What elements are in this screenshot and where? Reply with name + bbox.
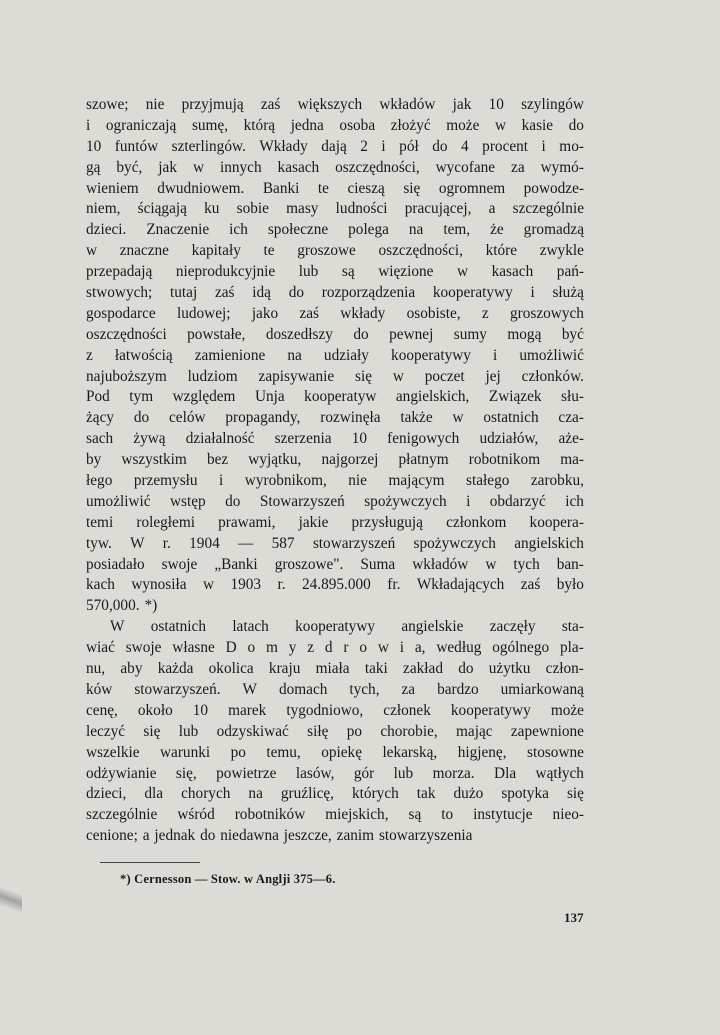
text-line: wieniem dwudniowem. Banki te cieszą się ogromnem powodze- — [86, 179, 584, 197]
text-line: i ograniczają sumę, którą jedna osoba złożyć może w kasie do — [86, 116, 584, 134]
text-line: cenę, około 10 marek tygodniowo, członek kooperatywy może — [86, 701, 584, 719]
text-line: tyw. W r. 1904 — 587 stowarzyszeń spożywczych angielskich — [86, 534, 584, 552]
text-line: temi roległemi prawami, jakie przysługują członkom koopera- — [86, 513, 584, 531]
text-line: żący do celów propagandy, rozwinęła także w ostatnich cza- — [86, 409, 584, 427]
text-line: oszczędności powstałe, doszedłszy do pewnej sumy mogą być — [86, 325, 584, 343]
text-line: gospodarce ludowej; jako zaś wkłady osobiste, z groszowych — [86, 304, 584, 322]
text-line: przepadają nieprodukcyjnie lub są więzione w kasach pań- — [86, 263, 584, 281]
text-line: by wszystkim bez wyjątku, najgorzej płatnym robotnikom ma- — [86, 451, 584, 469]
text-line: wszelkie warunki po temu, opiekę lekarską, higjenę, stosowne — [86, 743, 584, 761]
text-line: łego przemysłu i wyrobnikom, nie mającym stałego zarobku, — [86, 472, 584, 490]
text-line: kach wynosiła w 1903 r. 24.895.000 fr. Wkładających zaś było — [86, 576, 584, 594]
text-line: ków stowarzyszeń. W domach tych, za bardzo umiarkowaną — [86, 680, 584, 698]
text-line: najuboższym ludziom zapisywanie się w poczet jej członków. — [86, 367, 584, 385]
text-line: W ostatnich latach kooperatywy angielskie zaczęły sta- — [110, 618, 584, 636]
text-line: 570,000. *) — [86, 597, 158, 615]
text-line: Pod tym względem Unja kooperatyw angielskich, Związek słu- — [86, 388, 584, 406]
page-edge-shadow — [0, 875, 22, 915]
text-line: szczególnie wśród robotników miejskich, są to instytucje nieo- — [86, 806, 584, 824]
text-line: w znaczne kapitały te groszowe oszczędności, które zwykle — [86, 242, 584, 260]
page-number: 137 — [564, 910, 584, 925]
text-line: nu, aby każda okolica kraju miała taki zakład do użytku człon- — [86, 660, 584, 678]
text-line: stwowych; tutaj zaś idą do rozporządzenia kooperatywy i służą — [86, 284, 584, 302]
text-line: niem, ściągają ku sobie masy ludności pracującej, a szczególnie — [86, 200, 584, 218]
text-line: cenione; a jednak do niedawna jeszcze, zanim stowarzyszenia — [86, 827, 473, 845]
body-text — [86, 95, 584, 847]
text-line: szowe; nie przyjmują zaś większych wkładów jak 10 szylingów — [86, 96, 584, 113]
text-line: sach żywą działalność szerzenia 10 fenigowych udziałów, aże- — [86, 430, 584, 448]
footnote-rule — [100, 862, 200, 863]
text-line: leczyć się lub odzyskiwać siłę po chorobie, mając zapewnione — [86, 722, 584, 740]
text-line: odżywianie się, powietrze lasów, gór lub morza. Dla wątłych — [86, 764, 584, 782]
text-line: gą być, jak w innych kasach oszczędności, wycofane za wymó- — [86, 158, 584, 176]
text-line: wiać swoje własne D o m y z d r o w i a, według ogólnego pla- — [86, 639, 584, 657]
text-line: umożliwić wstęp do Stowarzyszeń spożywczych i obdarzyć ich — [86, 492, 584, 510]
text-line: posiadało swoje „Banki groszowe". Suma wkładów w tych ban- — [86, 555, 584, 573]
footnote: *) Cernesson — Stow. w Anglji 375—6. — [120, 872, 336, 886]
text-line: z łatwością zamienione na udziały kooperatywy i umożliwić — [86, 346, 584, 364]
text-line: 10 funtów szterlingów. Wkłady dają 2 i pół do 4 procent i mo- — [86, 137, 584, 155]
text-line: dzieci, dla chorych na gruźlicę, których tak dużo spotyka się — [86, 785, 584, 803]
text-line: dzieci. Znaczenie ich społeczne polega na tem, że gromadzą — [86, 221, 584, 239]
